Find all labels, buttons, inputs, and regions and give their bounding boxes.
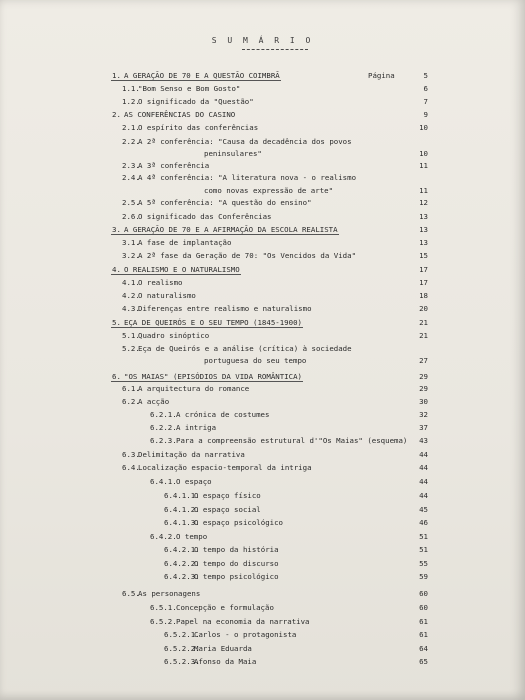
toc-entry-number: 6.4.2.2. bbox=[164, 559, 200, 568]
heading-underline bbox=[111, 234, 339, 235]
page-title: S U M Á R I O bbox=[211, 36, 314, 45]
toc-entry-number: 5. bbox=[112, 318, 121, 327]
heading-underline bbox=[111, 80, 281, 81]
toc-entry bbox=[0, 212, 525, 224]
toc-entry-number: 1.1. bbox=[122, 84, 140, 93]
toc-entry-page: 29 bbox=[419, 384, 428, 393]
toc-entry-number: 6.3. bbox=[122, 450, 140, 459]
toc-entry-title: O REALISMO E O NATURALISMO bbox=[124, 265, 240, 274]
toc-entry bbox=[0, 331, 525, 343]
toc-entry-page: 11 bbox=[419, 186, 428, 195]
toc-entry-page: 6 bbox=[423, 84, 428, 93]
toc-entry-page: 44 bbox=[419, 491, 428, 500]
toc-entry-title: A GERAÇÃO DE 70 E A AFIRMAÇÃO DA ESCOLA REALISTA bbox=[124, 225, 338, 234]
toc-entry-page: 65 bbox=[419, 657, 428, 666]
toc-entry bbox=[0, 505, 525, 517]
toc-entry bbox=[0, 84, 525, 96]
toc-entry-title: Localização espacio-temporal da intriga bbox=[138, 463, 312, 472]
toc-entry-page: 9 bbox=[423, 110, 428, 119]
toc-entry-number: 6.5. bbox=[122, 589, 140, 598]
toc-entry-title: portuguesa do seu tempo bbox=[204, 356, 307, 365]
toc-entry-number: 6.5.1. bbox=[150, 603, 177, 612]
toc-entry-title: O tempo do discurso bbox=[194, 559, 279, 568]
toc-entry bbox=[0, 161, 525, 173]
toc-entry bbox=[0, 291, 525, 303]
toc-entry-title: A 4ª conferência: "A literatura nova - o realismo bbox=[138, 173, 357, 182]
toc-entry-title: A GERAÇÃO DE 70 E A QUESTÃO COIMBRÃ bbox=[124, 71, 280, 80]
toc-entry-page: 15 bbox=[419, 251, 428, 260]
toc-entry-page: 10 bbox=[419, 149, 428, 158]
toc-entry-number: 6.4.2. bbox=[150, 532, 177, 541]
toc-entry-page: 21 bbox=[419, 318, 428, 327]
toc-entry-title: O espaço físico bbox=[194, 491, 261, 500]
toc-entry bbox=[0, 423, 525, 435]
toc-entry-title: A 2ª fase da Geração de 70: "Os Vencidos da Vida" bbox=[138, 251, 357, 260]
toc-entry bbox=[0, 630, 525, 642]
toc-entry-page: 32 bbox=[419, 410, 428, 419]
toc-entry bbox=[0, 278, 525, 290]
toc-entry-title: O espírito das conferências bbox=[138, 123, 259, 132]
toc-entry-number: 2.4. bbox=[122, 173, 140, 182]
toc-entry bbox=[0, 477, 525, 489]
toc-entry bbox=[0, 173, 525, 185]
toc-entry-page: 51 bbox=[419, 532, 428, 541]
toc-entry-title: O significado das Conferências bbox=[138, 212, 272, 221]
toc-entry bbox=[0, 617, 525, 629]
toc-entry-title: O tempo bbox=[176, 532, 208, 541]
toc-entry-title: O tempo da história bbox=[194, 545, 279, 554]
toc-entry-number: 3.2. bbox=[122, 251, 140, 260]
toc-entry bbox=[0, 372, 525, 384]
toc-entry bbox=[0, 137, 525, 149]
toc-entry-title: A fase de implantação bbox=[138, 238, 232, 247]
toc-entry-title: A 5ª conferência: "A questão do ensino" bbox=[138, 198, 312, 207]
toc-entry-title: AS CONFERÊNCIAS DO CASINO bbox=[124, 110, 236, 119]
toc-entry-title: As personagens bbox=[138, 589, 201, 598]
toc-entry-title: A acção bbox=[138, 397, 170, 406]
toc-entry bbox=[0, 450, 525, 462]
toc-entry-number: 2. bbox=[112, 110, 121, 119]
toc-entry-number: 4.2. bbox=[122, 291, 140, 300]
toc-entry-number: 2.3. bbox=[122, 161, 140, 170]
toc-entry-page: 13 bbox=[419, 225, 428, 234]
toc-entry bbox=[0, 384, 525, 396]
toc-entry-number: 6.2.1. bbox=[150, 410, 177, 419]
toc-entry-title: EÇA DE QUEIRÓS E O SEU TEMPO (1845-1900) bbox=[124, 318, 302, 327]
toc-entry bbox=[0, 491, 525, 503]
toc-entry bbox=[0, 186, 525, 198]
toc-entry-number: 6.4.2.3. bbox=[164, 572, 200, 581]
toc-entry-number: 2.5. bbox=[122, 198, 140, 207]
toc-entry bbox=[0, 304, 525, 316]
toc-entry bbox=[0, 589, 525, 601]
toc-entry-page: 20 bbox=[419, 304, 428, 313]
toc-entry-page: 51 bbox=[419, 545, 428, 554]
toc-entry-page: 13 bbox=[419, 238, 428, 247]
toc-entry-number: 6.5.2.3. bbox=[164, 657, 200, 666]
toc-entry bbox=[0, 97, 525, 109]
toc-entry-number: 6.4.1.2. bbox=[164, 505, 200, 514]
toc-entry-number: 2.6. bbox=[122, 212, 140, 221]
toc-entry-page: 61 bbox=[419, 617, 428, 626]
toc-entry-page: 17 bbox=[419, 265, 428, 274]
toc-entry bbox=[0, 251, 525, 263]
toc-entry-number: 2.1. bbox=[122, 123, 140, 132]
toc-entry-title: Delimitação da narrativa bbox=[138, 450, 245, 459]
toc-entry-page: 13 bbox=[419, 212, 428, 221]
toc-entry-number: 6.2. bbox=[122, 397, 140, 406]
toc-entry bbox=[0, 198, 525, 210]
toc-entry-number: 1.2. bbox=[122, 97, 140, 106]
toc-entry-page: 21 bbox=[419, 331, 428, 340]
toc-entry-title: peninsulares" bbox=[204, 149, 262, 158]
toc-entry-page: 18 bbox=[419, 291, 428, 300]
heading-underline bbox=[111, 327, 303, 328]
toc-entry bbox=[0, 463, 525, 475]
toc-entry-title: O naturalismo bbox=[138, 291, 196, 300]
toc-entry-page: 45 bbox=[419, 505, 428, 514]
toc-entry-number: 6.1. bbox=[122, 384, 140, 393]
toc-entry-page: 55 bbox=[419, 559, 428, 568]
toc-entry-page: 46 bbox=[419, 518, 428, 527]
toc-entry-title: A intriga bbox=[176, 423, 217, 432]
toc-entry-number: 4.1. bbox=[122, 278, 140, 287]
toc-entry-page: 44 bbox=[419, 463, 428, 472]
toc-entry-number: 1. bbox=[112, 71, 121, 80]
toc-entry-number: 3.1. bbox=[122, 238, 140, 247]
toc-entry-title: O realismo bbox=[138, 278, 183, 287]
toc-entry-page: 59 bbox=[419, 572, 428, 581]
toc-entry bbox=[0, 559, 525, 571]
toc-entry-page: 12 bbox=[419, 198, 428, 207]
toc-entry-page: 44 bbox=[419, 450, 428, 459]
heading-underline bbox=[111, 381, 303, 382]
toc-entry-page: 17 bbox=[419, 278, 428, 287]
toc-entry-number: 5.2. bbox=[122, 344, 140, 353]
toc-entry bbox=[0, 518, 525, 530]
toc-entry-number: 4. bbox=[112, 265, 121, 274]
toc-entry bbox=[0, 110, 525, 122]
toc-entry-page: 61 bbox=[419, 630, 428, 639]
toc-entry-number: 6.4.1. bbox=[150, 477, 177, 486]
toc-entry-page: 10 bbox=[419, 123, 428, 132]
toc-entry-title: como novas expressão de arte" bbox=[204, 186, 334, 195]
toc-entry-page: 30 bbox=[419, 397, 428, 406]
toc-entry-page: 37 bbox=[419, 423, 428, 432]
toc-entry-title: "Bom Senso e Bom Gosto" bbox=[138, 84, 241, 93]
toc-entry bbox=[0, 397, 525, 409]
toc-entry bbox=[0, 644, 525, 656]
toc-entry-title: O espaço social bbox=[194, 505, 261, 514]
toc-entry bbox=[0, 545, 525, 557]
toc-entry-number: 6.5.2. bbox=[150, 617, 177, 626]
toc-entry-page: 11 bbox=[419, 161, 428, 170]
toc-entry-number: 6.2.2. bbox=[150, 423, 177, 432]
toc-entry-number: 3. bbox=[112, 225, 121, 234]
toc-entry-title: Concepção e formulação bbox=[176, 603, 274, 612]
page-column-label: Página bbox=[368, 71, 395, 80]
toc-entry bbox=[0, 265, 525, 277]
toc-entry-title: Quadro sinóptico bbox=[138, 331, 210, 340]
toc-entry-title: A 3ª conferência bbox=[138, 161, 210, 170]
toc-entry-number: 6.5.2.2. bbox=[164, 644, 200, 653]
toc-entry-number: 5.1. bbox=[122, 331, 140, 340]
toc-entry-title: A 2ª conferência: "Causa da decadência dos povos bbox=[138, 137, 352, 146]
toc-entry-number: 6. bbox=[112, 372, 121, 381]
toc-entry-number: 6.5.2.1. bbox=[164, 630, 200, 639]
toc-entry bbox=[0, 123, 525, 135]
toc-entry-number: 4.3. bbox=[122, 304, 140, 313]
toc-entry-title: O espaço bbox=[176, 477, 212, 486]
toc-entry-number: 6.4.2.1. bbox=[164, 545, 200, 554]
toc-entry-title: Eça de Queirós e a análise (crítica) à sociedade bbox=[138, 344, 352, 353]
toc-entry-title: A crónica de costumes bbox=[176, 410, 270, 419]
toc-entry-title: Papel na economia da narrativa bbox=[176, 617, 310, 626]
toc-entry bbox=[0, 356, 525, 368]
toc-entry-title: A arquitectura do romance bbox=[138, 384, 250, 393]
toc-entry-title: Carlos - o protagonista bbox=[194, 630, 297, 639]
toc-entry-page: 29 bbox=[419, 372, 428, 381]
toc-entry-title: Afonso da Maia bbox=[194, 657, 257, 666]
toc-entry-title: O tempo psicológico bbox=[194, 572, 279, 581]
toc-entry-title: "OS MAIAS" (EPISÓDIOS DA VIDA ROMÂNTICA) bbox=[124, 372, 302, 381]
toc-entry bbox=[0, 149, 525, 161]
toc-entry-title: O espaço psicológico bbox=[194, 518, 283, 527]
toc-entry bbox=[0, 436, 525, 448]
toc-entry-page: 64 bbox=[419, 644, 428, 653]
toc-entry bbox=[0, 238, 525, 250]
toc-entry-title: Para a compreensão estrutural d'"Os Maias" (esquema) bbox=[176, 436, 408, 445]
toc-entry-page: 27 bbox=[419, 356, 428, 365]
toc-entry bbox=[0, 532, 525, 544]
toc-entry bbox=[0, 225, 525, 237]
toc-entry-page: 5 bbox=[423, 71, 428, 80]
toc-entry-page: 60 bbox=[419, 603, 428, 612]
toc-entry-page: 60 bbox=[419, 589, 428, 598]
toc-entry bbox=[0, 572, 525, 584]
toc-entry-page: 7 bbox=[423, 97, 428, 106]
toc-entry bbox=[0, 71, 525, 83]
toc-entry bbox=[0, 344, 525, 356]
heading-underline bbox=[111, 274, 241, 275]
toc-entry-title: O significado da "Questão" bbox=[138, 97, 254, 106]
toc-entry-number: 2.2. bbox=[122, 137, 140, 146]
toc-entry-number: 6.4.1.3. bbox=[164, 518, 200, 527]
toc-entry bbox=[0, 318, 525, 330]
toc-entry bbox=[0, 657, 525, 669]
toc-entry bbox=[0, 410, 525, 422]
toc-entry-number: 6.2.3. bbox=[150, 436, 177, 445]
toc-entry-title: Diferenças entre realismo e naturalismo bbox=[138, 304, 312, 313]
toc-entry-page: 43 bbox=[419, 436, 428, 445]
toc-entry-page: 44 bbox=[419, 477, 428, 486]
toc-entry-number: 6.4. bbox=[122, 463, 140, 472]
toc-entry-title: Maria Eduarda bbox=[194, 644, 252, 653]
toc-entry bbox=[0, 603, 525, 615]
toc-entry-number: 6.4.1.1. bbox=[164, 491, 200, 500]
